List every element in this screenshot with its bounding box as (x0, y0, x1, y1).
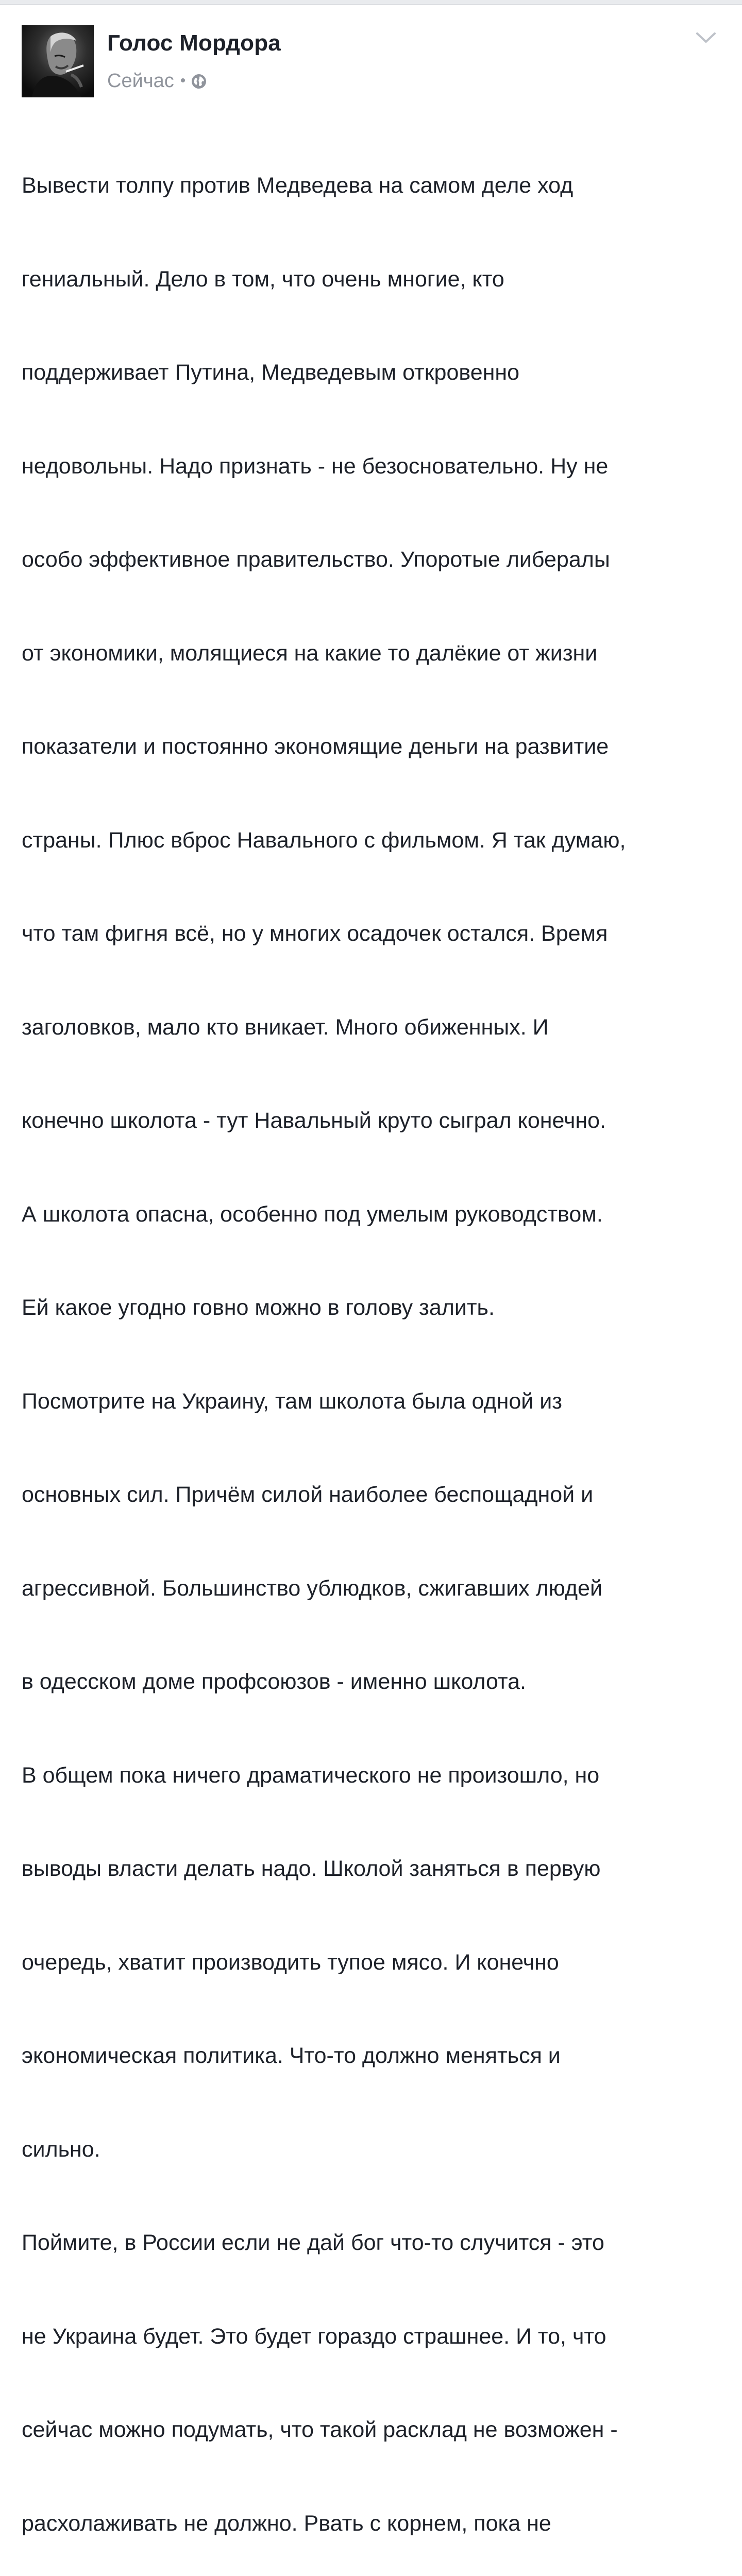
globe-icon (191, 73, 207, 89)
post-line: заголовков, мало кто вникает. Много обиженных. И (22, 1014, 549, 1040)
post-line: агрессивной. Большинство ублюдков, сжигавших людей (22, 1575, 602, 1601)
post-line: основных сил. Причём силой наиболее беспощадной и (22, 1482, 594, 1507)
post-line: недовольны. Надо признать - не безосновательно. Ну не (22, 453, 609, 479)
meta-separator: • (180, 72, 186, 89)
post-line: очередь, хватит производить тупое мясо. И конечно (22, 1950, 559, 1975)
post-line: А школота опасна, особенно под умелым руководством. (22, 1201, 603, 1227)
post-line: Ей какое угодно говно можно в голову залить. (22, 1295, 495, 1320)
post-line: страны. Плюс вброс Навального с фильмом. Я так думаю, (22, 827, 626, 853)
post-line: конечно школота - тут Навальный круто сыграл конечно. (22, 1108, 606, 1133)
post-line: особо эффективное правительство. Упоротые либералы (22, 547, 610, 572)
top-divider (0, 0, 742, 5)
post-line: В общем пока ничего драматического не произошло, но (22, 1762, 600, 1788)
author-name[interactable]: Голос Мордора (107, 30, 281, 56)
post-line: что там фигня всё, но у многих осадочек остался. Время (22, 921, 608, 946)
post-line: гениальный. Дело в том, что очень многие, кто (22, 266, 504, 292)
post-line: выводы власти делать надо. Школой заняться в первую (22, 1856, 601, 1881)
post-meta (107, 68, 207, 94)
post-card (0, 5, 742, 2536)
chevron-down-icon (693, 27, 719, 48)
post-line: не Украина будет. Это будет гораздо страшнее. И то, что (22, 2324, 606, 2349)
timestamp[interactable]: Сейчас (107, 70, 174, 92)
avatar[interactable] (22, 25, 94, 97)
post-line: расхолаживать не должно. Рвать с корнем, пока не (22, 2511, 551, 2536)
post-line: сильно. (22, 2137, 100, 2162)
post-line: Посмотрите на Украину, там школота была одной из (22, 1388, 562, 1414)
post-menu-button[interactable] (693, 27, 719, 48)
post-line: от экономики, молящиеся на какие то далёкие от жизни (22, 640, 598, 666)
post-line: Поймите, в России если не дай бог что-то случится - это (22, 2230, 604, 2255)
post-line: Вывести толпу против Медведева на самом деле ход (22, 173, 574, 198)
post-line: поддерживает Путина, Медведевым откровенно (22, 360, 520, 385)
post-line: показатели и постоянно экономящие деньги на развитие (22, 734, 609, 759)
post-line: в одесском доме профсоюзов - именно школота. (22, 1669, 526, 1694)
avatar-photo-icon (22, 25, 94, 97)
post-body (22, 108, 733, 2576)
post-line: сейчас можно подумать, что такой расклад не возможен - (22, 2417, 618, 2442)
post-line: экономическая политика. Что-то должно меняться и (22, 2043, 561, 2068)
